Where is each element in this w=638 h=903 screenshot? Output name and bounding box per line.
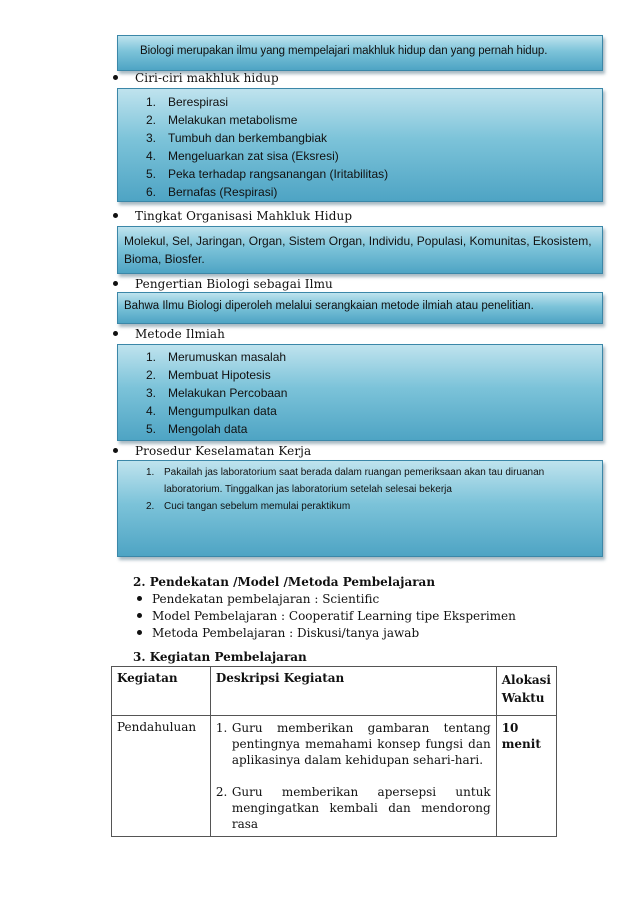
bullet-icon: [137, 596, 142, 601]
metode-box: [117, 344, 603, 441]
section2-bullet: Model Pembelajaran : Cooperatif Learning tipe Eksperimen: [137, 609, 516, 623]
header-alokasi: Alokasi Waktu: [496, 667, 556, 716]
tingkat-box: [117, 226, 603, 274]
section-heading-tingkat: Tingkat Organisasi Mahkluk Hidup: [113, 209, 352, 223]
kegiatan-table: [111, 666, 557, 837]
cell-kegiatan: Pendahuluan: [112, 716, 211, 837]
cell-deskripsi: [210, 716, 496, 837]
list-item: 6. Bernafas (Respirasi): [146, 185, 278, 199]
list-item: 1. Guru memberikan gambaran tentang pentingnya memahami konsep fungsi dan aplikasinya dalam kehidupan sehari-hari.: [215, 721, 491, 767]
section2-bullet: Metoda Pembelajaran : Diskusi/tanya jawab: [137, 626, 419, 640]
section-heading-ciri: Ciri-ciri makhluk hidup: [113, 71, 279, 85]
intro-text: Biologi merupakan ilmu yang mempelajari makhluk hidup dan yang pernah hidup.: [140, 45, 548, 57]
list-item: 2. Melakukan metabolisme: [146, 113, 298, 127]
bullet-icon: [113, 213, 118, 218]
section-heading-pengertian: Pengertian Biologi sebagai Ilmu: [113, 277, 333, 291]
bullet-icon: [137, 630, 142, 635]
bullet-icon: [113, 281, 118, 286]
section2-bullet: Pendekatan pembelajaran : Scientific: [137, 592, 379, 606]
pengertian-text: Bahwa Ilmu Biologi diperoleh melalui serangkaian metode ilmiah atau penelitian.: [124, 300, 534, 312]
header-kegiatan: Kegiatan: [112, 667, 211, 716]
header-deskripsi: Deskripsi Kegiatan: [210, 667, 496, 716]
list-item: 2. Guru memberikan apersepsi untuk mengingatkan kembali dan mendorong rasa: [215, 785, 491, 831]
list-item: 5. Mengolah data: [146, 422, 248, 436]
list-item: 3. Tumbuh dan berkembangbiak: [146, 131, 327, 145]
bullet-icon: [113, 331, 118, 336]
metode-list: [146, 348, 287, 438]
list-item: 5. Peka terhadap rangsanangan (Iritabilitas): [146, 167, 389, 181]
cell-waktu: 10 menit: [496, 716, 556, 837]
list-item: 1. Merumuskan masalah: [146, 350, 287, 364]
list-item: 2. Cuci tangan sebelum memulai peraktikum: [146, 501, 351, 512]
prosedur-list: [146, 464, 586, 515]
section-heading-metode: Metode Ilmiah: [113, 327, 225, 341]
bullet-icon: [113, 448, 118, 453]
section2-title: 2. Pendekatan /Model /Metoda Pembelajaran: [133, 575, 436, 589]
bullet-icon: [137, 613, 142, 618]
table-header-row: [112, 667, 557, 716]
section3-title: 3. Kegiatan Pembelajaran: [133, 650, 307, 664]
list-item: 1. Pakailah jas laboratorium saat berada dalam ruangan pemeriksaan akan tau diruanan laboratorium. Tinggalkan jas laboratorium setelah selesai bekerja: [146, 467, 545, 495]
intro-box: [117, 35, 603, 71]
bullet-icon: [113, 75, 118, 80]
list-item: 4. Mengumpulkan data: [146, 404, 277, 418]
ciri-box: [117, 88, 603, 202]
list-item: 3. Melakukan Percobaan: [146, 386, 288, 400]
prosedur-box: [117, 460, 603, 557]
pengertian-box: [117, 292, 603, 324]
list-item: 4. Mengeluarkan zat sisa (Eksresi): [146, 149, 339, 163]
list-item: 1. Berespirasi: [146, 95, 229, 109]
ciri-list: [146, 93, 388, 201]
list-item: 2. Membuat Hipotesis: [146, 368, 271, 382]
section-heading-prosedur: Prosedur Keselamatan Kerja: [113, 444, 311, 458]
table-row: [112, 716, 557, 837]
tingkat-text: Molekul, Sel, Jaringan, Organ, Sistem Organ, Individu, Populasi, Komunitas, Ekosistem, Bioma, Biosfer.: [124, 234, 592, 266]
